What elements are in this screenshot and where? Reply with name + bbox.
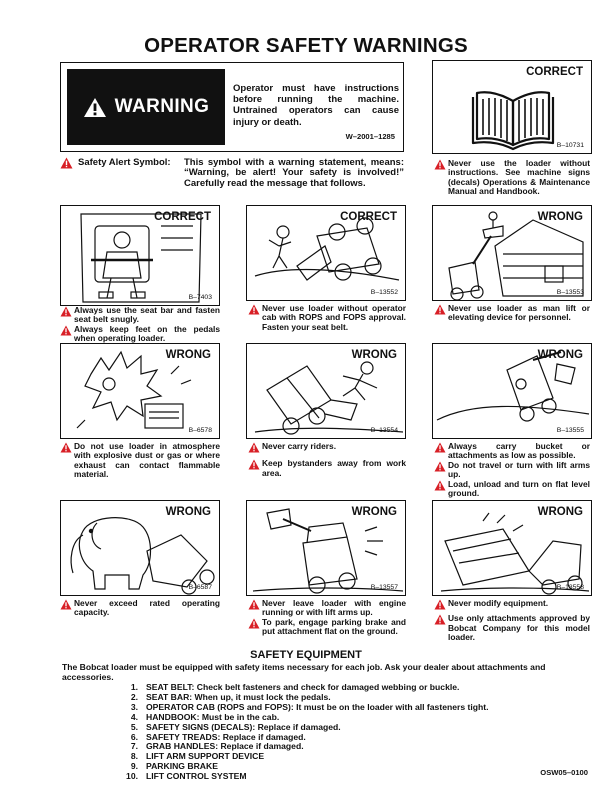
caption-text: Use only attachments approved by Bobcat Company for this model loader. (448, 613, 590, 643)
alert-triangle-icon (60, 442, 72, 453)
panel-bucket (432, 343, 592, 439)
panel-label: WRONG (537, 349, 583, 361)
list-item-text: LIFT ARM SUPPORT DEVICE (146, 751, 265, 762)
list-item-number: 2. (130, 691, 138, 702)
list-item-text: OPERATOR CAB (ROPS and FOPS): It must be on the loader with all fasteners tight. (146, 701, 489, 712)
caption-text: Keep bystanders away from work area. (262, 458, 406, 478)
panel-rops (246, 205, 406, 301)
warning-banner (67, 69, 225, 145)
list-item-number: 3. (130, 701, 138, 712)
panel-explosive (60, 343, 220, 439)
caption-text: Always use the seat bar and fasten seat belt snugly. (74, 305, 220, 325)
caption-bucket (434, 442, 590, 498)
list-item-text: LIFT CONTROL SYSTEM (146, 771, 247, 782)
panel-label: WRONG (351, 349, 397, 361)
list-item-number: 8. (130, 751, 138, 762)
list-item-number: 6. (130, 731, 138, 742)
caption-riders (248, 442, 406, 478)
panel-label: WRONG (165, 506, 211, 518)
list-item-text: SAFETY TREADS: Replace if damaged. (146, 731, 306, 742)
caption-text: Never use the loader without instructions. See machine signs (decals) Operations & Maintenance Manual and Handbook. (448, 158, 590, 197)
alert-triangle-icon (434, 461, 446, 472)
alert-triangle-icon (248, 599, 260, 610)
alert-text: This symbol with a warning statement, means: “Warning, be alert! Your safety is involved!” Carefully read the message that follows. (184, 157, 404, 189)
list-item-text: SEAT BAR: When up, it must lock the pedals. (146, 691, 331, 702)
alert-triangle-icon (434, 599, 446, 610)
caption-text: Never use loader as man lift or elevating device for personnel. (448, 303, 590, 323)
alert-triangle-icon (60, 306, 72, 317)
panel-code: B–13552 (370, 289, 398, 296)
list-item-text: GRAB HANDLES: Replace if damaged. (146, 741, 304, 752)
caption-handbook (434, 159, 590, 197)
panel-lift (432, 205, 592, 301)
panel-riders (246, 343, 406, 439)
warning-code: W–2001–1285 (345, 132, 395, 141)
panel-label: WRONG (351, 506, 397, 518)
alert-triangle-icon (60, 599, 72, 610)
list-item-number: 7. (130, 741, 138, 752)
list-item-number: 1. (130, 682, 138, 692)
alert-triangle-icon (434, 480, 446, 491)
panel-code: B–13557 (370, 584, 398, 591)
caption-leave (248, 599, 406, 637)
alert-triangle-icon (434, 304, 446, 315)
caption-text: Never use loader without operator cab with ROPS and FOPS approval. Fasten your seat belt. (262, 303, 406, 332)
panel-code: B–13558 (556, 584, 584, 591)
panel-label: CORRECT (154, 211, 211, 223)
safety-equipment-heading: SAFETY EQUIPMENT (250, 649, 362, 661)
warning-text: Operator must have instructions before running the machine. Untrained operators can cause injury or death. (233, 83, 399, 128)
caption-text: Load, unload and turn on flat level ground. (448, 478, 590, 499)
list-item-text: HANDBOOK: Must be in the cab. (146, 711, 280, 722)
safety-equipment-list (122, 683, 542, 782)
list-item-number: 5. (130, 721, 138, 732)
warning-triangle-icon (83, 97, 107, 118)
list-item (122, 772, 542, 782)
panel-code: B–7403 (188, 294, 212, 301)
panel-code: B–10731 (556, 142, 584, 149)
panel-leave (246, 500, 406, 596)
panel-handbook (432, 60, 592, 154)
caption-modify (434, 599, 590, 643)
list-item-text: PARKING BRAKE (146, 761, 218, 772)
list-item-number: 4. (130, 711, 138, 722)
panel-label: CORRECT (526, 66, 583, 78)
alert-triangle-icon (434, 614, 446, 625)
panel-code: B–13555 (556, 427, 584, 434)
alert-triangle-icon (434, 442, 446, 453)
caption-text: Never leave loader with engine running or with lift arms up. (262, 598, 406, 618)
warning-box (60, 62, 404, 152)
panel-capacity (60, 500, 220, 596)
alert-triangle-icon (248, 304, 260, 315)
caption-text: Do not travel or turn with lift arms up. (448, 459, 590, 480)
list-item-number: 9. (130, 761, 138, 772)
caption-text: To park, engage parking brake and put attachment flat on the ground. (262, 616, 406, 637)
list-item-text: SAFETY SIGNS (DECALS): Replace if damaged. (146, 721, 341, 732)
alert-triangle-icon (60, 325, 72, 336)
panel-modify (432, 500, 592, 596)
panel-code: B–6578 (188, 427, 212, 434)
caption-capacity (60, 599, 220, 618)
panel-seat (60, 205, 220, 306)
caption-text: Never modify equipment. (448, 598, 549, 608)
caption-explosive (60, 442, 220, 480)
alert-triangle-icon (60, 157, 73, 169)
alert-triangle-icon (248, 618, 260, 629)
panel-code: B–6587 (188, 584, 212, 591)
panel-label: WRONG (537, 211, 583, 223)
panel-label: CORRECT (340, 211, 397, 223)
caption-lift (434, 304, 590, 323)
caption-text: Always carry bucket or attachments as low as possible. (448, 441, 590, 461)
caption-text: Never carry riders. (262, 441, 337, 451)
alert-triangle-icon (248, 442, 260, 453)
panel-label: WRONG (537, 506, 583, 518)
alert-label: Safety Alert Symbol: (78, 157, 171, 168)
caption-text: Always keep feet on the pedals when operating loader. (74, 323, 220, 344)
warning-banner-text: WARNING (114, 96, 210, 117)
page-title: OPERATOR SAFETY WARNINGS (144, 34, 468, 57)
list-item-number: 10. (126, 771, 138, 782)
safety-equipment-intro: The Bobcat loader must be equipped with safety items necessary for each job. Ask your dealer about attachments and accessories. (62, 662, 546, 682)
alert-triangle-icon (248, 459, 260, 470)
caption-rops (248, 304, 406, 332)
panel-label: WRONG (165, 349, 211, 361)
caption-seat (60, 306, 220, 344)
caption-text: Do not use loader in atmosphere with explosive dust or gas or where exhaust can contact flammable material. (74, 441, 220, 480)
panel-code: B–13553 (556, 289, 584, 296)
caption-text: Never exceed rated operating capacity. (74, 598, 220, 618)
alert-triangle-icon (434, 159, 446, 170)
panel-code: B–13554 (370, 427, 398, 434)
list-item-text: SEAT BELT: Check belt fasteners and check for damaged webbing or buckle. (146, 682, 460, 692)
footer-code: OSW05–0100 (540, 768, 588, 777)
